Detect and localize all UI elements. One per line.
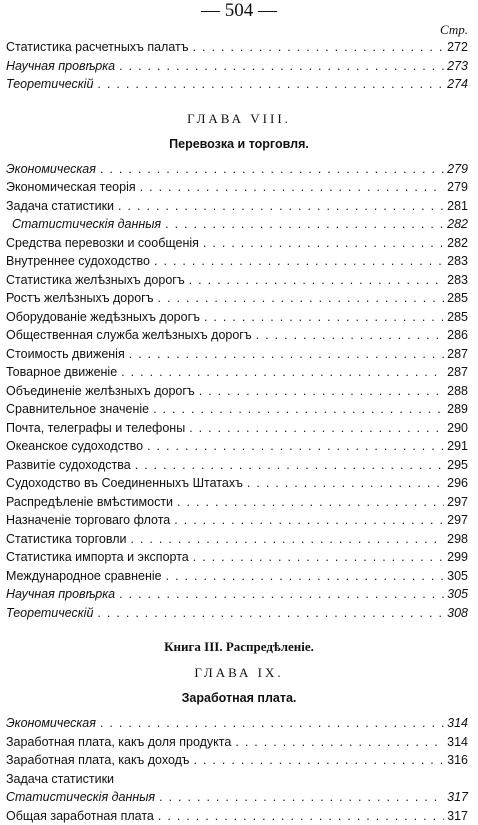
toc-entry-title: Назначеніе торговаго флота <box>6 511 170 530</box>
toc-entry <box>0 75 478 94</box>
toc-entry-title: Общая заработная плата <box>6 807 154 825</box>
toc-entry-page: 297 <box>446 493 468 512</box>
toc-entry <box>0 807 478 825</box>
toc-entry-page: 272 <box>446 38 468 57</box>
toc-entry-title: Внутреннее судоходство <box>6 252 150 271</box>
toc-entry <box>0 770 478 789</box>
toc-entry <box>0 197 478 216</box>
toc-entry-page: 283 <box>446 252 468 271</box>
toc-entry <box>0 751 478 770</box>
table-of-contents <box>0 38 478 825</box>
toc-entry <box>0 271 478 290</box>
toc-entry-page: 308 <box>446 604 468 623</box>
toc-entry <box>0 178 478 197</box>
dot-leader <box>93 75 444 94</box>
toc-entry-page: 289 <box>446 400 468 419</box>
toc-entry <box>0 604 478 623</box>
dot-leader <box>252 326 444 345</box>
book-3-heading: Книга III. Распредѣленіе. <box>0 634 478 660</box>
toc-entry-title: Ростъ желѣзныхъ дорогъ <box>6 289 154 308</box>
toc-entry-title: Задача статистики <box>6 197 114 216</box>
dot-leader <box>125 345 444 364</box>
dot-leader <box>93 604 444 623</box>
dot-leader <box>162 567 444 586</box>
dot-leader <box>117 363 444 382</box>
toc-entry-title: Объединеніе желѣзныхъ дорогъ <box>6 382 195 401</box>
toc-entry-page: 282 <box>446 215 468 234</box>
toc-entry-title: Статистика торговли <box>6 530 126 549</box>
toc-entry-title: Товарное движеніе <box>6 363 117 382</box>
toc-entry <box>0 160 478 179</box>
toc-entry-page: 305 <box>446 585 468 604</box>
toc-entry-page: 295 <box>446 456 468 475</box>
toc-entry-title: Статистическія данныя <box>12 215 161 234</box>
toc-entry <box>0 345 478 364</box>
toc-entry <box>0 530 478 549</box>
dot-leader <box>161 215 444 234</box>
toc-entry-page: 282 <box>446 234 468 253</box>
toc-entry-page: 288 <box>446 382 468 401</box>
toc-entry-page: 279 <box>446 178 468 197</box>
toc-entry-title: Распредѣленіе вмѣстимости <box>6 493 173 512</box>
dot-leader <box>170 511 444 530</box>
toc-entry-title: Статистика желѣзныхъ дорогъ <box>6 271 185 290</box>
toc-entry-title: Теоретическій <box>6 604 93 623</box>
toc-entry-page: 283 <box>446 271 468 290</box>
dot-leader <box>199 234 444 253</box>
toc-entry-page: 281 <box>446 197 468 216</box>
toc-entry <box>0 419 478 438</box>
toc-entry-page: 273 <box>446 57 468 76</box>
dot-leader <box>189 38 444 57</box>
dot-leader <box>173 493 444 512</box>
toc-entry <box>0 733 478 752</box>
dot-leader <box>115 57 444 76</box>
toc-entry <box>0 57 478 76</box>
dot-leader <box>126 530 444 549</box>
dot-leader <box>243 474 444 493</box>
dot-leader <box>185 419 444 438</box>
toc-entry-title: Задача статистики <box>6 770 114 789</box>
toc-entry-title: Экономическая теорія <box>6 178 136 197</box>
toc-entry-page: 298 <box>446 530 468 549</box>
top-entries <box>0 38 478 94</box>
toc-entry-title: Статистика расчетныхъ палатъ <box>6 38 189 57</box>
chapter-9-heading: ГЛАВА IX. <box>0 660 478 686</box>
toc-entry-page: 287 <box>446 345 468 364</box>
toc-entry-page: 285 <box>446 308 468 327</box>
dot-leader <box>200 308 444 327</box>
toc-entry <box>0 252 478 271</box>
toc-entry <box>0 234 478 253</box>
toc-entry-page: 297 <box>446 511 468 530</box>
toc-entry-page: 317 <box>446 807 468 825</box>
toc-entry-title: Статистическія данныя <box>6 788 155 807</box>
dot-leader <box>155 788 444 807</box>
toc-entry-title: Научная провѣрка <box>6 57 115 76</box>
dot-leader <box>149 400 444 419</box>
toc-entry-title: Научная провѣрка <box>6 585 115 604</box>
toc-entry-page: 299 <box>446 548 468 567</box>
dot-leader <box>195 382 444 401</box>
dot-leader <box>131 456 444 475</box>
dot-leader <box>185 271 444 290</box>
toc-entry-page: 279 <box>446 160 468 179</box>
toc-entry-page: 314 <box>446 733 468 752</box>
dot-leader <box>96 714 444 733</box>
toc-entry <box>0 326 478 345</box>
toc-entry-page: 305 <box>446 567 468 586</box>
toc-entry-title: Средства перевозки и сообщенія <box>6 234 199 253</box>
toc-entry-page: 274 <box>446 75 468 94</box>
toc-entry-page: 285 <box>446 289 468 308</box>
toc-entry <box>0 400 478 419</box>
toc-entry-title: Заработная плата, какъ доходъ <box>6 751 189 770</box>
toc-entry-page: 291 <box>446 437 468 456</box>
toc-entry <box>0 788 478 807</box>
dot-leader <box>143 437 444 456</box>
toc-entry-title: Международное сравненіе <box>6 567 162 586</box>
toc-entry <box>0 382 478 401</box>
toc-entry-title: Общественная служба желѣзныхъ дорогъ <box>6 326 252 345</box>
toc-entry-page: 316 <box>446 751 468 770</box>
page-column-label: Стр. <box>440 22 468 38</box>
toc-entry-title: Экономическая <box>6 160 96 179</box>
toc-entry-title: Экономическая <box>6 714 96 733</box>
page-number: — 504 — <box>0 0 478 22</box>
dot-leader <box>231 733 444 752</box>
chapter-8-title: Перевозка и торговля. <box>0 132 478 160</box>
dot-leader <box>96 160 444 179</box>
toc-entry-title: Сравнительное значеніе <box>6 400 149 419</box>
toc-entry <box>0 511 478 530</box>
toc-entry <box>0 585 478 604</box>
dot-leader <box>114 197 444 216</box>
toc-entry-title: Развитіе судоходства <box>6 456 131 475</box>
toc-entry <box>0 308 478 327</box>
chapter-9-entries <box>0 714 478 825</box>
toc-entry-page: 290 <box>446 419 468 438</box>
toc-entry-title: Оборудованіе жедѣзныхъ дорогъ <box>6 308 200 327</box>
chapter-8-heading: ГЛАВА VIII. <box>0 106 478 132</box>
toc-entry <box>0 714 478 733</box>
toc-entry-title: Теоретическій <box>6 75 93 94</box>
toc-entry <box>0 38 478 57</box>
toc-entry <box>0 567 478 586</box>
dot-leader <box>115 585 444 604</box>
dot-leader <box>154 807 444 825</box>
toc-entry-title: Стоимость движенія <box>6 345 125 364</box>
toc-entry <box>0 289 478 308</box>
toc-entry-title: Судоходство въ Соединенныхъ Штатахъ <box>6 474 243 493</box>
toc-entry-page: 317 <box>446 788 468 807</box>
toc-entry <box>0 363 478 382</box>
dot-leader <box>154 289 444 308</box>
chapter-8-entries <box>0 160 478 623</box>
toc-entry <box>0 215 478 234</box>
toc-entry <box>0 548 478 567</box>
toc-entry <box>0 493 478 512</box>
toc-entry-title: Почта, телеграфы и телефоны <box>6 419 185 438</box>
dot-leader <box>136 178 444 197</box>
toc-entry-page: 287 <box>446 363 468 382</box>
toc-entry-title: Статистика импорта и экспорта <box>6 548 189 567</box>
toc-entry <box>0 437 478 456</box>
toc-entry <box>0 474 478 493</box>
toc-entry-title: Океанское судоходство <box>6 437 143 456</box>
dot-leader <box>150 252 444 271</box>
dot-leader <box>189 548 444 567</box>
dot-leader <box>189 751 444 770</box>
toc-entry-page: 314 <box>446 714 468 733</box>
toc-entry <box>0 456 478 475</box>
chapter-9-title: Заработная плата. <box>0 686 478 714</box>
toc-entry-page: 296 <box>446 474 468 493</box>
toc-entry-page: 286 <box>446 326 468 345</box>
toc-entry-title: Заработная плата, какъ доля продукта <box>6 733 231 752</box>
